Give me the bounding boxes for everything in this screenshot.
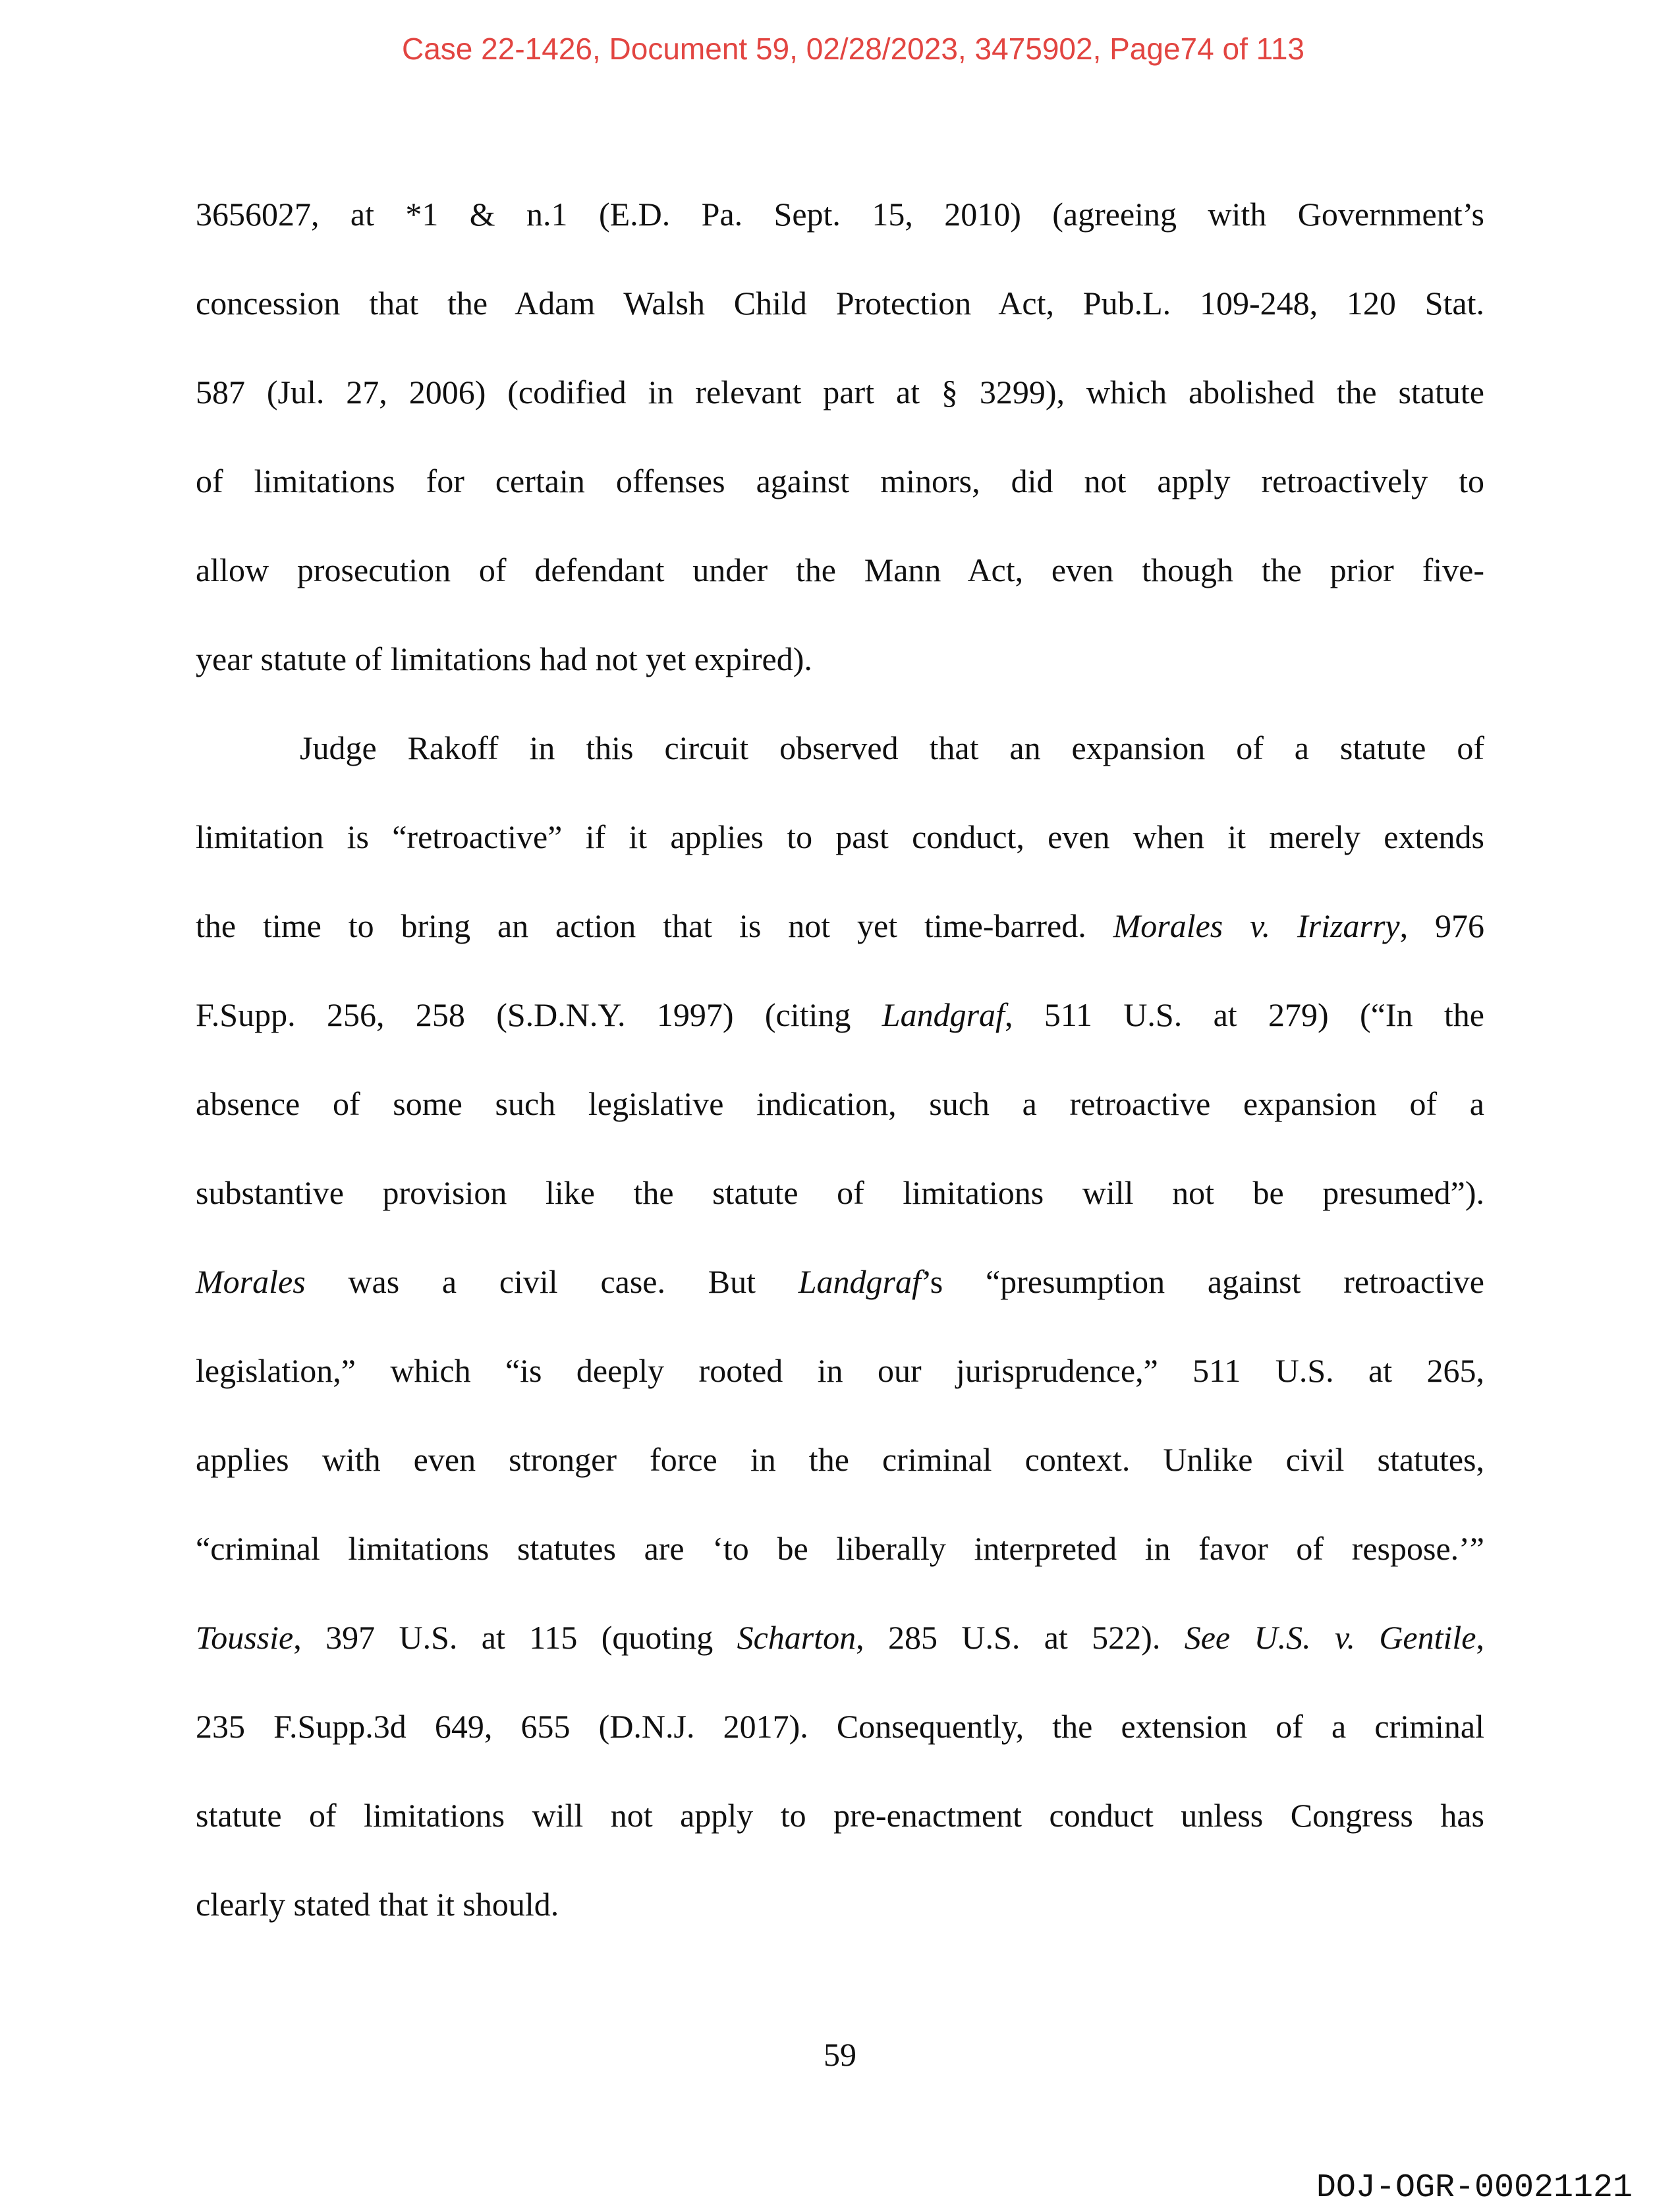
text-line xyxy=(196,1682,1484,1771)
text-line xyxy=(196,170,1484,259)
text-segment: 587 (Jul. 27, 2006) (codified in relevant part at § 3299), which abolished the statute xyxy=(196,374,1484,411)
page-number: 59 xyxy=(824,2036,856,2073)
text-segment: substantive provision like the statute of limitations will not be presumed”). xyxy=(196,1174,1484,1211)
text-segment: legislation,” which “is deeply rooted in our jurisprudence,” 511 U.S. at 265, xyxy=(196,1352,1484,1389)
text-line xyxy=(196,437,1484,526)
paragraph xyxy=(196,704,1484,1949)
text-line xyxy=(196,526,1484,615)
text-line xyxy=(196,971,1484,1060)
text-segment: 3656027, at *1 & n.1 (E.D. Pa. Sept. 15, 2010) (agreeing with Government’s xyxy=(196,196,1484,233)
text-segment: the time to bring an action that is not yet time-barred. xyxy=(196,907,1113,944)
text-line xyxy=(196,615,1484,704)
text-segment: limitation is “retroactive” if it applies to past conduct, even when it merely extends xyxy=(196,818,1484,855)
italic-text-segment: Landgraf xyxy=(882,996,1005,1033)
text-line xyxy=(196,704,1484,793)
text-line xyxy=(196,1060,1484,1149)
italic-text-segment: Landgraf xyxy=(798,1263,921,1300)
text-line xyxy=(196,1593,1484,1682)
bates-number: DOJ-OGR-00021121 xyxy=(1316,2169,1633,2207)
text-segment: “criminal limitations statutes are ‘to be liberally interpreted in favor of respose.’” xyxy=(196,1530,1484,1567)
text-line xyxy=(196,882,1484,971)
text-line xyxy=(196,793,1484,882)
document-body xyxy=(196,170,1484,1949)
text-segment: , xyxy=(1476,1619,1484,1656)
text-line xyxy=(196,1326,1484,1415)
text-segment: , 976 xyxy=(1399,907,1485,944)
text-segment: ’s “presumption against retroactive xyxy=(920,1263,1484,1300)
text-line xyxy=(196,1149,1484,1237)
text-line xyxy=(196,1860,1484,1949)
italic-text-segment: Toussie xyxy=(196,1619,294,1656)
text-segment: absence of some such legislative indication, such a retroactive expansion of a xyxy=(196,1085,1484,1122)
text-line xyxy=(196,1504,1484,1593)
text-segment: clearly stated that it should. xyxy=(196,1886,559,1923)
text-segment: of limitations for certain offenses against minors, did not apply retroactively to xyxy=(196,463,1484,499)
text-segment: applies with even stronger force in the criminal context. Unlike civil statutes, xyxy=(196,1441,1484,1478)
text-segment: Judge Rakoff in this circuit observed that an expansion of a statute of xyxy=(300,729,1484,766)
text-segment: F.Supp. 256, 258 (S.D.N.Y. 1997) (citing xyxy=(196,996,882,1033)
text-segment: allow prosecution of defendant under the Mann Act, even though the prior five- xyxy=(196,552,1484,588)
text-line xyxy=(196,1237,1484,1326)
italic-text-segment: See U.S. v. Gentile xyxy=(1184,1619,1476,1656)
text-line xyxy=(196,259,1484,348)
text-segment: , 285 U.S. at 522). xyxy=(856,1619,1185,1656)
text-line xyxy=(196,1415,1484,1504)
paragraph xyxy=(196,170,1484,704)
case-stamp-header: Case 22-1426, Document 59, 02/28/2023, 3475902, Page74 of 113 xyxy=(402,32,1304,66)
text-segment: 235 F.Supp.3d 649, 655 (D.N.J. 2017). Consequently, the extension of a criminal xyxy=(196,1708,1484,1745)
text-segment: , 511 U.S. at 279) (“In the xyxy=(1004,996,1484,1033)
text-segment: was a civil case. But xyxy=(305,1263,798,1300)
text-segment: concession that the Adam Walsh Child Protection Act, Pub.L. 109-248, 120 Stat. xyxy=(196,285,1484,322)
italic-text-segment: Morales v. Irizarry xyxy=(1113,907,1400,944)
text-line xyxy=(196,1771,1484,1860)
italic-text-segment: Morales xyxy=(196,1263,306,1300)
text-line xyxy=(196,348,1484,437)
text-segment: , 397 U.S. at 115 (quoting xyxy=(293,1619,737,1656)
italic-text-segment: Scharton xyxy=(737,1619,856,1656)
text-segment: year statute of limitations had not yet expired). xyxy=(196,640,812,677)
text-segment: statute of limitations will not apply to pre-enactment conduct unless Congress has xyxy=(196,1797,1484,1834)
